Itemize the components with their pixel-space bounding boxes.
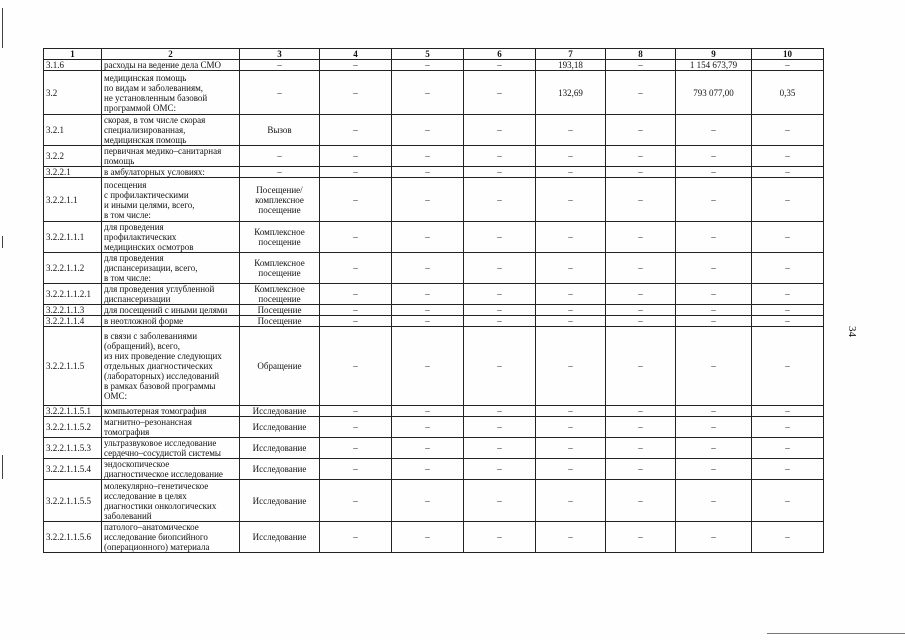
row-code-cell: 3.2.2.1.1.4 [44,316,102,327]
value-cell: 793 077,00 [676,71,752,115]
value-cell: – [536,115,606,146]
value-cell: – [752,316,824,327]
value-cell: – [606,115,676,146]
value-cell: – [752,178,824,222]
value-cell: – [676,438,752,459]
value-cell: – [464,522,536,553]
value-cell: – [392,480,464,522]
value-cell: – [676,305,752,316]
value-cell: – [752,305,824,316]
value-cell: – [464,115,536,146]
value-cell: – [676,253,752,284]
value-cell: – [464,438,536,459]
value-cell: – [536,522,606,553]
value-cell: – [320,71,392,115]
value-cell: – [752,459,824,480]
value-cell: – [752,522,824,553]
value-cell: – [536,417,606,438]
value-cell: – [464,146,536,167]
unit-cell: – [240,60,320,71]
value-cell: – [606,305,676,316]
table-row [44,316,824,327]
value-cell: – [392,71,464,115]
value-cell: – [392,146,464,167]
table-row [44,522,824,553]
row-description-cell: медицинская помощь по видам и заболеваниям, не установленным базовой программой ОМС: [102,71,240,115]
row-code-cell: 3.2 [44,71,102,115]
row-code-cell: 3.2.2.1.1.5.2 [44,417,102,438]
row-code-cell: 3.2.2.1.1.3 [44,305,102,316]
scan-edge-mark [2,455,3,479]
value-cell: – [392,60,464,71]
column-header: 7 [536,49,606,60]
row-code-cell: 3.2.2.1.1 [44,178,102,222]
value-cell: – [320,146,392,167]
value-cell: – [606,417,676,438]
value-cell: – [320,222,392,253]
unit-cell: Исследование [240,522,320,553]
column-header: 9 [676,49,752,60]
value-cell: – [320,60,392,71]
value-cell: – [464,406,536,417]
value-cell: – [606,60,676,71]
row-description-cell: патолого–анатомическое исследование биопсийного (операционного) материала [102,522,240,553]
value-cell: – [752,480,824,522]
unit-cell: Комплексное посещение [240,284,320,305]
value-cell: – [606,71,676,115]
unit-cell: Исследование [240,406,320,417]
table-row [44,253,824,284]
unit-cell: Исследование [240,480,320,522]
column-header: 5 [392,49,464,60]
value-cell: – [676,406,752,417]
row-description-cell: компьютерная томография [102,406,240,417]
column-header: 10 [752,49,824,60]
value-cell: – [752,438,824,459]
value-cell: – [392,327,464,406]
column-header: 8 [606,49,676,60]
table-header-row [44,49,824,60]
value-cell: – [392,522,464,553]
value-cell: – [606,406,676,417]
table-row [44,305,824,316]
row-code-cell: 3.2.2.1.1.5.1 [44,406,102,417]
value-cell: – [536,316,606,327]
value-cell: – [676,459,752,480]
value-cell: – [536,438,606,459]
value-cell: – [392,222,464,253]
value-cell: – [392,406,464,417]
row-description-cell: посещения с профилактическими и иными целями, всего, в том числе: [102,178,240,222]
value-cell: – [392,417,464,438]
value-cell: – [606,178,676,222]
row-description-cell: расходы на ведение дела СМО [102,60,240,71]
value-cell: – [320,316,392,327]
value-cell: – [464,178,536,222]
value-cell: – [392,459,464,480]
row-description-cell: для проведения диспансеризации, всего, в том числе: [102,253,240,284]
value-cell: – [752,60,824,71]
value-cell: – [320,522,392,553]
value-cell: – [676,167,752,178]
value-cell: – [320,438,392,459]
value-cell: – [320,417,392,438]
row-code-cell: 3.2.2.1.1.1 [44,222,102,253]
value-cell: – [606,327,676,406]
value-cell: – [320,178,392,222]
value-cell: – [320,305,392,316]
value-cell: – [536,480,606,522]
value-cell: – [320,327,392,406]
unit-cell: – [240,167,320,178]
value-cell: – [676,327,752,406]
row-description-cell: для проведения углубленной диспансеризации [102,284,240,305]
unit-cell: Исследование [240,417,320,438]
value-cell: – [606,222,676,253]
value-cell: – [320,284,392,305]
unit-cell: Вызов [240,115,320,146]
table-row [44,71,824,115]
value-cell: – [752,327,824,406]
value-cell: – [320,167,392,178]
row-description-cell: для посещений с иными целями [102,305,240,316]
scan-edge-line [767,633,905,634]
unit-cell: Комплексное посещение [240,253,320,284]
value-cell: – [752,222,824,253]
data-table [43,48,824,553]
value-cell: – [392,438,464,459]
row-description-cell: для проведения профилактических медицинских осмотров [102,222,240,253]
value-cell: – [320,459,392,480]
column-header: 4 [320,49,392,60]
row-description-cell: магнитно–резонансная томография [102,417,240,438]
unit-cell: Посещение/ комплексное посещение [240,178,320,222]
value-cell: – [606,316,676,327]
value-cell: – [464,305,536,316]
row-description-cell: эндоскопическое диагностическое исследование [102,459,240,480]
value-cell: – [392,115,464,146]
value-cell: 0,35 [752,71,824,115]
table-row [44,222,824,253]
unit-cell: Исследование [240,438,320,459]
value-cell: – [464,60,536,71]
row-description-cell: в связи с заболеваниями (обращений), всего, из них проведение следующих отдельных диагностических (лабораторных) исследований в рамках базовой программы ОМС: [102,327,240,406]
value-cell: – [392,284,464,305]
row-description-cell: ультразвуковое исследование сердечно–сосудистой системы [102,438,240,459]
value-cell: – [464,316,536,327]
unit-cell: Обращение [240,327,320,406]
value-cell: – [464,284,536,305]
value-cell: – [606,284,676,305]
column-header: 2 [102,49,240,60]
value-cell: – [464,253,536,284]
table-row [44,178,824,222]
value-cell: – [536,167,606,178]
value-cell: – [464,222,536,253]
table-row [44,115,824,146]
table-row [44,438,824,459]
row-code-cell: 3.2.2.1.1.5.6 [44,522,102,553]
value-cell: – [536,406,606,417]
value-cell: – [320,406,392,417]
page-number: 34 [846,326,858,337]
row-code-cell: 3.2.2.1.1.5.4 [44,459,102,480]
value-cell: – [320,253,392,284]
unit-cell: – [240,146,320,167]
column-header: 3 [240,49,320,60]
column-header: 1 [44,49,102,60]
value-cell: 193,18 [536,60,606,71]
table-row [44,480,824,522]
column-header: 6 [464,49,536,60]
value-cell: – [392,305,464,316]
value-cell: – [536,253,606,284]
value-cell: – [676,222,752,253]
row-code-cell: 3.2.2.1.1.5.3 [44,438,102,459]
value-cell: – [606,480,676,522]
value-cell: – [464,417,536,438]
row-code-cell: 3.2.2 [44,146,102,167]
row-description-cell: скорая, в том числе скорая специализированная, медицинская помощь [102,115,240,146]
value-cell: – [752,146,824,167]
unit-cell: Посещение [240,305,320,316]
value-cell: – [464,167,536,178]
value-cell: – [676,480,752,522]
value-cell: – [676,316,752,327]
value-cell: – [320,480,392,522]
value-cell: – [752,115,824,146]
unit-cell: Исследование [240,459,320,480]
row-code-cell: 3.1.6 [44,60,102,71]
value-cell: – [606,522,676,553]
row-code-cell: 3.2.2.1.1.5.5 [44,480,102,522]
value-cell: – [752,417,824,438]
table-row [44,327,824,406]
table-body [44,60,824,553]
value-cell: – [536,178,606,222]
value-cell: – [536,459,606,480]
value-cell: – [676,417,752,438]
table-row [44,167,824,178]
value-cell: – [606,253,676,284]
value-cell: – [752,406,824,417]
row-code-cell: 3.2.2.1 [44,167,102,178]
value-cell: – [464,71,536,115]
value-cell: – [676,522,752,553]
table-row [44,284,824,305]
row-description-cell: в амбулаторных условиях: [102,167,240,178]
value-cell: – [606,438,676,459]
value-cell: – [536,146,606,167]
value-cell: – [536,305,606,316]
unit-cell: – [240,71,320,115]
value-cell: 132,69 [536,71,606,115]
value-cell: – [752,284,824,305]
value-cell: – [464,327,536,406]
value-cell: – [536,284,606,305]
value-cell: – [676,284,752,305]
value-cell: – [392,178,464,222]
value-cell: – [752,253,824,284]
value-cell: – [606,146,676,167]
value-cell: – [676,115,752,146]
scan-edge-mark [2,8,3,48]
value-cell: 1 154 673,79 [676,60,752,71]
value-cell: – [752,167,824,178]
row-code-cell: 3.2.2.1.1.5 [44,327,102,406]
value-cell: – [606,167,676,178]
value-cell: – [676,178,752,222]
unit-cell: Комплексное посещение [240,222,320,253]
row-code-cell: 3.2.2.1.1.2 [44,253,102,284]
value-cell: – [320,115,392,146]
row-code-cell: 3.2.1 [44,115,102,146]
value-cell: – [536,327,606,406]
row-description-cell: в неотложной форме [102,316,240,327]
value-cell: – [392,167,464,178]
value-cell: – [464,459,536,480]
value-cell: – [392,316,464,327]
row-code-cell: 3.2.2.1.1.2.1 [44,284,102,305]
table-row [44,60,824,71]
table-row [44,459,824,480]
scan-edge-mark [2,236,3,248]
row-description-cell: молекулярно–генетическое исследование в целях диагностики онкологических заболеваний [102,480,240,522]
unit-cell: Посещение [240,316,320,327]
value-cell: – [606,459,676,480]
table-row [44,417,824,438]
value-cell: – [536,222,606,253]
table-row [44,406,824,417]
value-cell: – [676,146,752,167]
row-description-cell: первичная медико–санитарная помощь [102,146,240,167]
value-cell: – [392,253,464,284]
value-cell: – [464,480,536,522]
table-row [44,146,824,167]
